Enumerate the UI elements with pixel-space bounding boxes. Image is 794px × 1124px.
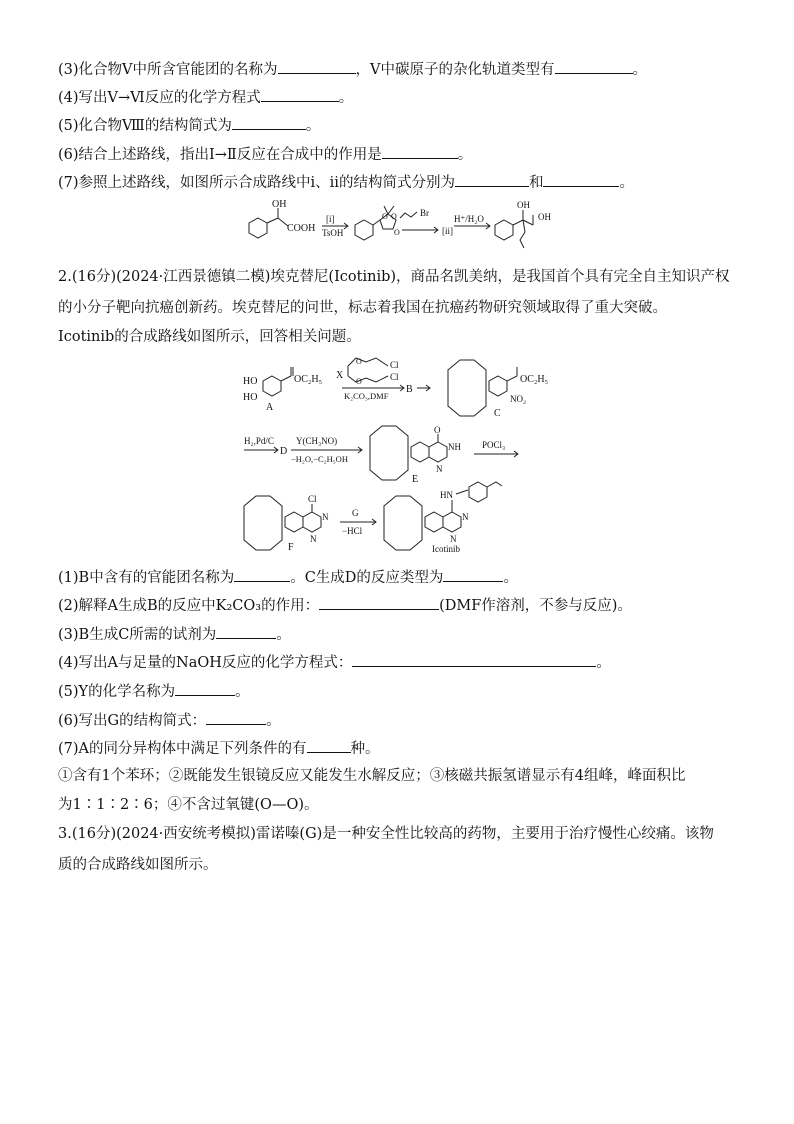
compound-e-label: E	[412, 474, 419, 485]
q2-conditions-line2: 为1∶1∶2∶6；④不含过氧键(O—O)。	[58, 797, 319, 813]
g-reagent-label: G	[352, 508, 359, 518]
answer-blank[interactable]	[307, 737, 351, 753]
answer-blank[interactable]	[455, 171, 529, 187]
answer-blank[interactable]	[543, 171, 619, 187]
q2-intro-line1: 2.(16分)(2024·江西景德镇二模)埃克替尼(Icotinib)，商品名凯美纳，是我国首个具有完全自主知识产权	[58, 269, 730, 285]
benzene-ring	[411, 442, 429, 462]
oh-label: OH	[517, 200, 530, 210]
crown-ether-ring	[370, 426, 408, 480]
q2-part6-text: (6)写出G的结构简式：	[58, 713, 207, 729]
answer-blank[interactable]	[261, 86, 339, 102]
punct: 。	[457, 147, 473, 163]
q2-part1-text2: 。C生成D的反应类型为	[290, 570, 444, 586]
answer-blank[interactable]	[352, 651, 596, 667]
q3-intro-line2: 质的合成路线如图所示。	[58, 857, 218, 873]
q1-synthesis-scheme	[240, 198, 580, 254]
q2-part4-text: (4)写出A与足量的NaOH反应的化学方程式：	[58, 655, 353, 671]
punct: 。	[276, 627, 291, 643]
q2-part2	[58, 594, 632, 616]
q2-part7-text: (7)A的同分异构体中满足下列条件的有	[58, 741, 307, 757]
n-label: N	[322, 512, 329, 522]
reagent-ii: [ii]	[442, 226, 453, 236]
benzene-ring	[495, 220, 513, 240]
q1-part5	[58, 114, 320, 136]
punct: 。	[235, 684, 250, 700]
answer-blank[interactable]	[206, 709, 266, 725]
compound-f-label: F	[288, 542, 294, 553]
ho-label: HO	[243, 376, 258, 387]
cl-label: Cl	[390, 372, 399, 382]
benzene-ring	[249, 218, 267, 238]
q1-part7-text: (7)参照上述路线，如图所示合成路线中ⅰ、ⅱ的结构简式分别为	[58, 175, 455, 191]
crown-ether-ring	[384, 496, 422, 550]
q2-part1-text: (1)B中含有的官能团名称为	[58, 570, 235, 586]
q1-part3-text2: ，Ⅴ中碳原子的杂化轨道类型有	[355, 62, 555, 78]
o-label: O	[356, 377, 362, 386]
punct: 。	[632, 62, 647, 78]
answer-blank[interactable]	[555, 58, 633, 74]
reagent-i: [i]	[326, 214, 335, 224]
benzene-ring	[489, 376, 507, 396]
crown-ether-ring	[448, 360, 486, 416]
benzene-ring	[355, 220, 373, 240]
cl-label: Cl	[390, 360, 399, 370]
q3-intro-line1: 3.(16分)(2024·西安统考模拟)雷诺嗪(G)是一种安全性比较高的药物，主要用于治疗慢性心绞痛。该物	[58, 826, 714, 842]
x-label: X	[336, 370, 344, 381]
icotinib-label: Icotinib	[432, 544, 460, 554]
crown-ether-ring	[244, 496, 282, 550]
pyrimidine-ring	[303, 512, 321, 532]
benzene-ring	[469, 482, 487, 502]
hn-label: HN	[440, 490, 453, 500]
base-label: K₂CO₃,DMF	[344, 391, 389, 401]
q1-part3	[58, 58, 647, 80]
o-label: O	[394, 228, 400, 237]
q2-part5-text: (5)Y的化学名称为	[58, 684, 176, 700]
y-reagent-label: Y(CH₃NO)	[296, 436, 338, 446]
q1-part3-text: (3)化合物Ⅴ中所含官能团的名称为	[58, 62, 278, 78]
pocl3-label: POCl₃	[482, 440, 506, 450]
ho-label: HO	[243, 392, 258, 403]
q2-conditions-line1: ①含有1个苯环；②既能发生银镜反应又能发生水解反应；③核磁共振氢谱显示有4组峰，峰面积比	[58, 768, 686, 784]
tsoh-label: TsOH	[322, 228, 344, 238]
conjunction: 和	[528, 175, 544, 191]
o-label: O	[434, 425, 441, 435]
n-label: N	[310, 534, 317, 544]
q2-part6	[58, 709, 281, 731]
no2-label: NO₂	[510, 394, 527, 404]
punct: 。	[338, 90, 354, 106]
q1-part4-text: (4)写出Ⅴ→Ⅵ反应的化学方程式	[58, 90, 261, 106]
compound-b-label: B	[406, 384, 413, 395]
byproduct-label: −H₂O,−C₂H₅OH	[291, 454, 348, 464]
br-label: Br	[420, 208, 429, 218]
q2-part1	[58, 566, 518, 588]
pyrimidine-ring	[443, 512, 461, 532]
answer-blank[interactable]	[278, 58, 356, 74]
o-label: O	[391, 212, 397, 221]
q2-part4	[58, 651, 611, 673]
q1-part7	[58, 171, 634, 193]
ester-label: OC₂H₅	[294, 374, 323, 385]
n-label: N	[462, 512, 469, 522]
oh-label: OH	[538, 212, 551, 222]
compound-d-label: D	[280, 446, 288, 457]
q2-part3-text: (3)B生成C所需的试剂为	[58, 627, 217, 643]
q2-part7-text2: 种。	[350, 741, 380, 757]
h2-pd-label: H₂,Pd/C	[244, 436, 274, 446]
hydrolysis-label: H⁺/H₂O	[454, 214, 484, 224]
compound-c-label: C	[494, 408, 501, 419]
q2-synthesis-scheme	[236, 354, 566, 554]
cooh-label: COOH	[287, 223, 316, 234]
punct: 。	[596, 655, 611, 671]
q2-part3	[58, 623, 291, 645]
q1-part5-text: (5)化合物Ⅷ的结构简式为	[58, 118, 232, 134]
n-label: N	[450, 534, 457, 544]
answer-blank[interactable]	[443, 566, 503, 582]
answer-blank[interactable]	[216, 623, 276, 639]
compound-a-label: A	[266, 402, 274, 413]
nh-label: NH	[448, 442, 461, 452]
q2-part2-text2: (DMF作溶剂，不参与反应)。	[439, 598, 632, 614]
q1-part6-text: (6)结合上述路线，指出Ⅰ→Ⅱ反应在合成中的作用是	[58, 147, 382, 163]
o-label: O	[356, 357, 362, 366]
o-label: O	[382, 212, 388, 221]
oh-label: OH	[272, 199, 287, 210]
answer-blank[interactable]	[232, 114, 306, 130]
n-label: N	[436, 464, 443, 474]
q1-part4	[58, 86, 353, 108]
q1-part6	[58, 143, 472, 165]
q2-part2-text: (2)解释A生成B的反应中K₂CO₃的作用：	[58, 598, 320, 614]
answer-blank[interactable]	[234, 566, 290, 582]
q2-part7	[58, 737, 380, 759]
benzene-ring	[425, 512, 443, 532]
punct: 。	[305, 118, 321, 134]
answer-blank[interactable]	[382, 143, 458, 159]
pyrimidine-ring	[429, 442, 447, 462]
benzene-ring	[285, 512, 303, 532]
q2-intro-line2: 的小分子靶向抗癌创新药。埃克替尼的问世，标志着我国在抗癌药物研究领域取得了重大突破。	[58, 300, 667, 316]
punct: 。	[619, 175, 634, 191]
answer-blank[interactable]	[319, 594, 439, 610]
minus-hcl-label: −HCl	[342, 526, 363, 536]
answer-blank[interactable]	[175, 680, 235, 696]
benzene-ring	[263, 376, 281, 396]
punct: 。	[266, 713, 281, 729]
q2-part5	[58, 680, 250, 702]
punct: 。	[503, 570, 518, 586]
q2-intro-line3: Icotinib的合成路线如图所示，回答相关问题。	[58, 329, 361, 345]
cl-label: Cl	[308, 494, 317, 504]
ester-label: OC₂H₅	[520, 374, 549, 385]
